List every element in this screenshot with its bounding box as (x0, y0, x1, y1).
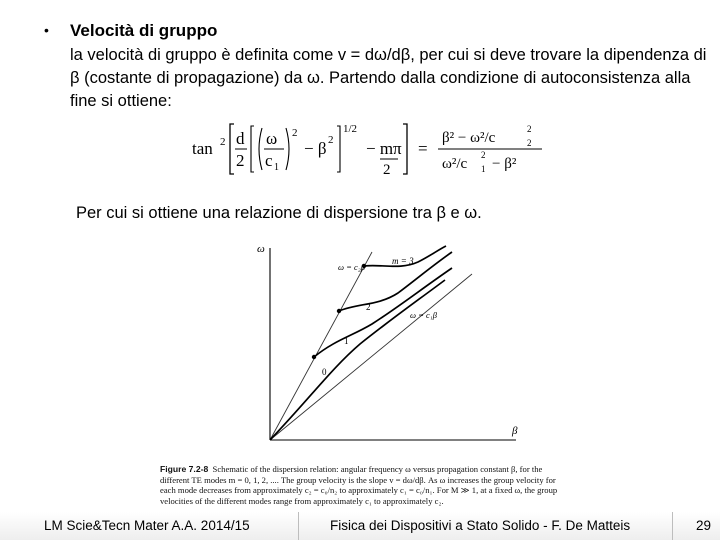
intro-paragraph: la velocità di gruppo è definita come v = dω/dβ, per cui si deve trovare la dipendenza di β (costante di propagazione) da ω. Partendo dalla condizione di autoconsistenza alla fine si ottiene: (70, 46, 707, 110)
eq-numerator: β² − ω²/c (442, 130, 496, 146)
footer-course: LM Scie&Tecn Mater A.A. 2014/15 (44, 518, 250, 533)
eq-minus-beta: − β (304, 139, 327, 158)
footer-separator-1 (298, 512, 299, 540)
eq-denominator-sub: 1 (481, 164, 486, 174)
lower-line-label: ω = c₁β (410, 310, 437, 320)
dispersion-equation (190, 118, 560, 180)
eq-two: 2 (236, 151, 245, 170)
eq-c1-sub: 1 (274, 162, 279, 173)
eq-tan: tan (192, 139, 213, 158)
caption-label: Figure 7.2-8 (160, 464, 209, 474)
mode-label-m3: m = 3 (392, 256, 414, 266)
eq-c1: c (265, 151, 273, 170)
dispersion-figure (240, 238, 530, 456)
footer-separator-2 (672, 512, 673, 540)
eq-half-exp: 1/2 (343, 123, 358, 135)
mode-label-1: 1 (344, 336, 349, 346)
figure-caption (160, 464, 560, 506)
caption-text: Schematic of the dispersion relation: angular frequency ω versus propagation constant β, for the different TE modes m = 0, 1, 2, .... The group velocity is the slope v = dω/dβ. As ω increases the group velocity for each mode decreases from approximately c₂ = c₀/n₂ to approximately c₁ = c₀/n₁. For M ≫ 1, at a fixed ω, the group velocities of the different modes range from approximately c₁ to approximately c₂. (160, 464, 558, 506)
mode-label-0: 0 (322, 367, 327, 377)
eq-beta-exp: 2 (328, 134, 334, 146)
eq-equals: = (418, 139, 428, 158)
mode-label-2: 2 (366, 302, 371, 312)
x-axis-label: β (512, 425, 518, 437)
eq-denominator-tail: − β² (492, 156, 517, 172)
eq-d: d (236, 129, 245, 148)
eq-m-pi: − mπ (366, 139, 402, 158)
y-axis-label: ω (257, 243, 265, 255)
page-number: 29 (696, 518, 712, 533)
dispersion-sentence: Per cui si ottiene una relazione di dispersione tra β e ω. (76, 204, 482, 222)
cutoff-dot-1 (312, 355, 316, 359)
eq-denominator: ω²/c (442, 156, 468, 172)
lower-light-line (270, 274, 472, 440)
bullet-marker: • (44, 22, 49, 38)
eq-numerator-sub: 2 (527, 138, 532, 148)
eq-denominator-exp: 2 (481, 150, 486, 160)
cutoff-dot-2 (337, 309, 341, 313)
eq-omega: ω (266, 129, 278, 148)
eq-paren-exp: 2 (292, 127, 298, 139)
slide-title: Velocità di gruppo (70, 21, 218, 40)
eq-numerator-exp: 2 (527, 124, 532, 134)
eq-tan-exp: 2 (220, 136, 226, 148)
upper-line-label: ω = c₂β (338, 262, 365, 272)
eq-m-pi-den: 2 (383, 162, 391, 178)
mode-curve-0 (270, 280, 445, 440)
footer-subject: Fisica dei Dispositivi a Stato Solido - F. De Matteis (330, 518, 631, 533)
